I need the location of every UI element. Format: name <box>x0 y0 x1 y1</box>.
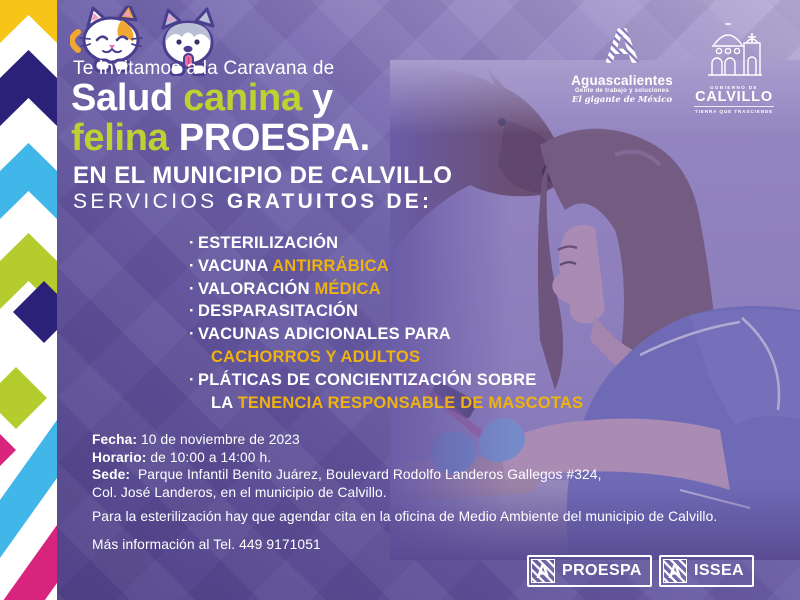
calvillo-logo <box>688 23 780 114</box>
svg-text:A: A <box>603 21 641 67</box>
list-item: · VALORACIÓN MÉDICA <box>189 279 381 298</box>
title-y: y <box>301 77 333 119</box>
list-item: · VACUNAS ADICIONALES PARA <box>189 325 451 344</box>
municipio-line <box>73 162 452 190</box>
municipio-normal: EN EL MUNICIPIO <box>73 162 290 189</box>
chevron-strip <box>0 0 57 600</box>
note-line: Para la esterilización hay que agendar cita en la oficina de Medio Ambiente del municipio de Calvillo. <box>92 509 718 525</box>
list-item: · PLÁTICAS DE CONCIENTIZACIÓN SOBRE <box>189 370 537 389</box>
proespa-badge <box>527 555 652 587</box>
list-item: LA TENENCIA RESPONSABLE DE MASCOTAS <box>211 393 584 412</box>
list-item: · VACUNA ANTIRRÁBICA <box>189 256 389 275</box>
aguascalientes-a-icon <box>598 21 646 67</box>
proespa-label: PROESPA <box>562 562 642 579</box>
event-details <box>92 431 717 554</box>
proespa-a-icon <box>531 559 555 583</box>
aguascalientes-name: Aguascalientes <box>571 73 673 88</box>
services-heading-bold: GRATUITOS DE: <box>226 190 433 213</box>
municipio-bold: DE CALVILLO <box>289 162 453 189</box>
title-felina: felina <box>71 117 179 159</box>
issea-label: ISSEA <box>694 562 745 579</box>
title-proespa: PROESPA. <box>178 117 370 159</box>
sede-line-1: Sede: Parque Infantil Benito Juárez, Boulevard Rodolfo Landeros Gallegos #324, <box>92 467 602 483</box>
sede-line-2: Col. José Landeros, en el municipio de Calvillo. <box>92 484 387 500</box>
list-item: · ESTERILIZACIÓN <box>189 234 339 252</box>
calvillo-church-icon <box>704 23 764 79</box>
services-heading <box>73 190 432 214</box>
list-item: · DESPARASITACIÓN <box>189 302 359 321</box>
services-list <box>189 232 583 414</box>
services-heading-light: SERVICIOS <box>73 190 227 213</box>
intro-line: Te invitamos a la Caravana de <box>73 58 335 79</box>
aguascalientes-slogan: El gigante de México <box>571 95 673 105</box>
issea-badge <box>659 555 754 587</box>
aguascalientes-logo <box>566 21 678 105</box>
svg-text:A: A <box>668 562 682 583</box>
calvillo-name: CALVILLO <box>695 89 773 105</box>
title-canina: canina <box>183 77 302 119</box>
fecha-line: Fecha: 10 de noviembre de 2023 <box>92 432 300 447</box>
title-line-1 <box>71 78 333 118</box>
horario-line: Horario: de 10:00 a 14:00 h. <box>92 449 272 465</box>
list-item: CACHORROS Y ADULTOS <box>211 347 421 366</box>
title-line-2 <box>71 118 370 158</box>
title-salud: Salud <box>71 77 184 119</box>
calvillo-gobierno: GOBIERNO DE <box>709 85 759 90</box>
aguascalientes-tagline: Gente de trabajo y soluciones <box>574 88 670 94</box>
svg-text:A: A <box>536 562 550 583</box>
calvillo-tagline: TIERRA QUE TRASCIENDE <box>694 106 774 114</box>
contact-line: Más información al Tel. 449 9171051 <box>92 536 321 552</box>
issea-a-icon <box>663 559 687 583</box>
